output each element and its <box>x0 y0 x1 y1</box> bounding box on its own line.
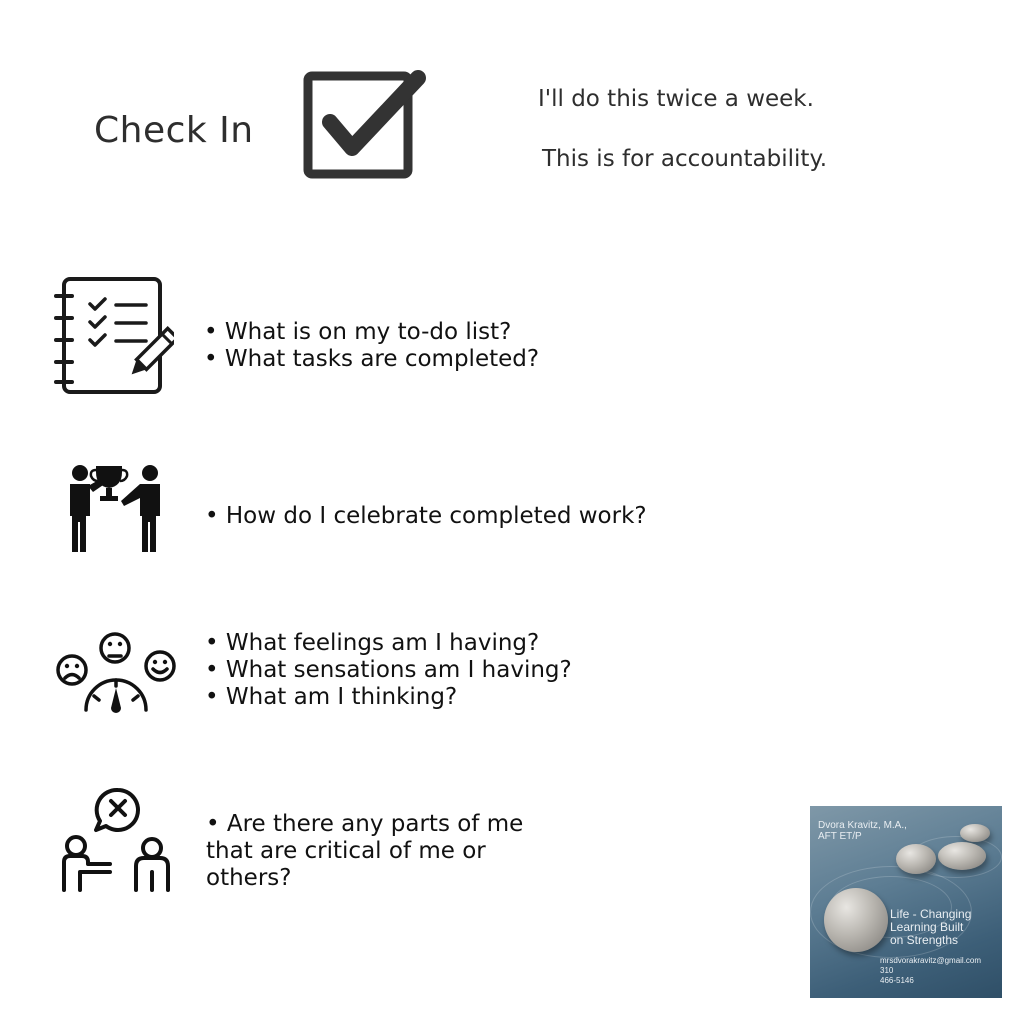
question-line: • What am I thinking? <box>205 684 458 710</box>
frequency-note: I'll do this twice a week. <box>538 86 814 112</box>
question-line: • Are there any parts of me <box>206 811 524 837</box>
critical-speech-people-icon <box>58 786 170 896</box>
critical-parts-questions <box>206 811 523 892</box>
card-tagline-line: on Strengths <box>890 933 959 947</box>
card-phone-area: 310 <box>880 966 894 975</box>
page-title: Check In <box>94 110 254 151</box>
stone-image <box>960 824 990 842</box>
checkbox-checked-icon <box>300 70 430 180</box>
emotion-gauge-icon <box>54 630 178 716</box>
celebrate-questions <box>205 503 647 530</box>
card-tagline-line: Learning Built <box>890 920 964 934</box>
card-name-line: Dvora Kravitz, M.A., <box>818 820 907 831</box>
card-contact <box>880 956 981 986</box>
stone-image <box>938 842 986 870</box>
question-line: • What sensations am I having? <box>205 657 572 683</box>
purpose-note: This is for accountability. <box>542 146 828 172</box>
question-line: • What feelings am I having? <box>205 630 540 656</box>
card-email: mrsdvorakravitz@gmail.com <box>880 956 982 965</box>
trophy-handoff-icon <box>62 462 172 556</box>
contact-card <box>810 806 1002 998</box>
stone-image <box>896 844 936 874</box>
todo-questions <box>204 319 539 373</box>
question-line: • What tasks are completed? <box>204 346 540 372</box>
question-line: others? <box>206 865 292 891</box>
feelings-questions <box>205 630 572 711</box>
question-line: • How do I celebrate completed work? <box>205 503 647 529</box>
stone-image <box>824 888 888 952</box>
card-credential-line: AFT ET/P <box>818 831 862 842</box>
card-phone-number: 466-5146 <box>880 976 914 985</box>
card-tagline <box>890 908 971 947</box>
card-tagline-line: Life - Changing <box>890 907 972 921</box>
checklist-notebook-pencil-icon <box>54 276 174 396</box>
card-name <box>818 820 907 842</box>
question-line: • What is on my to-do list? <box>204 319 512 345</box>
question-line: that are critical of me or <box>206 838 486 864</box>
